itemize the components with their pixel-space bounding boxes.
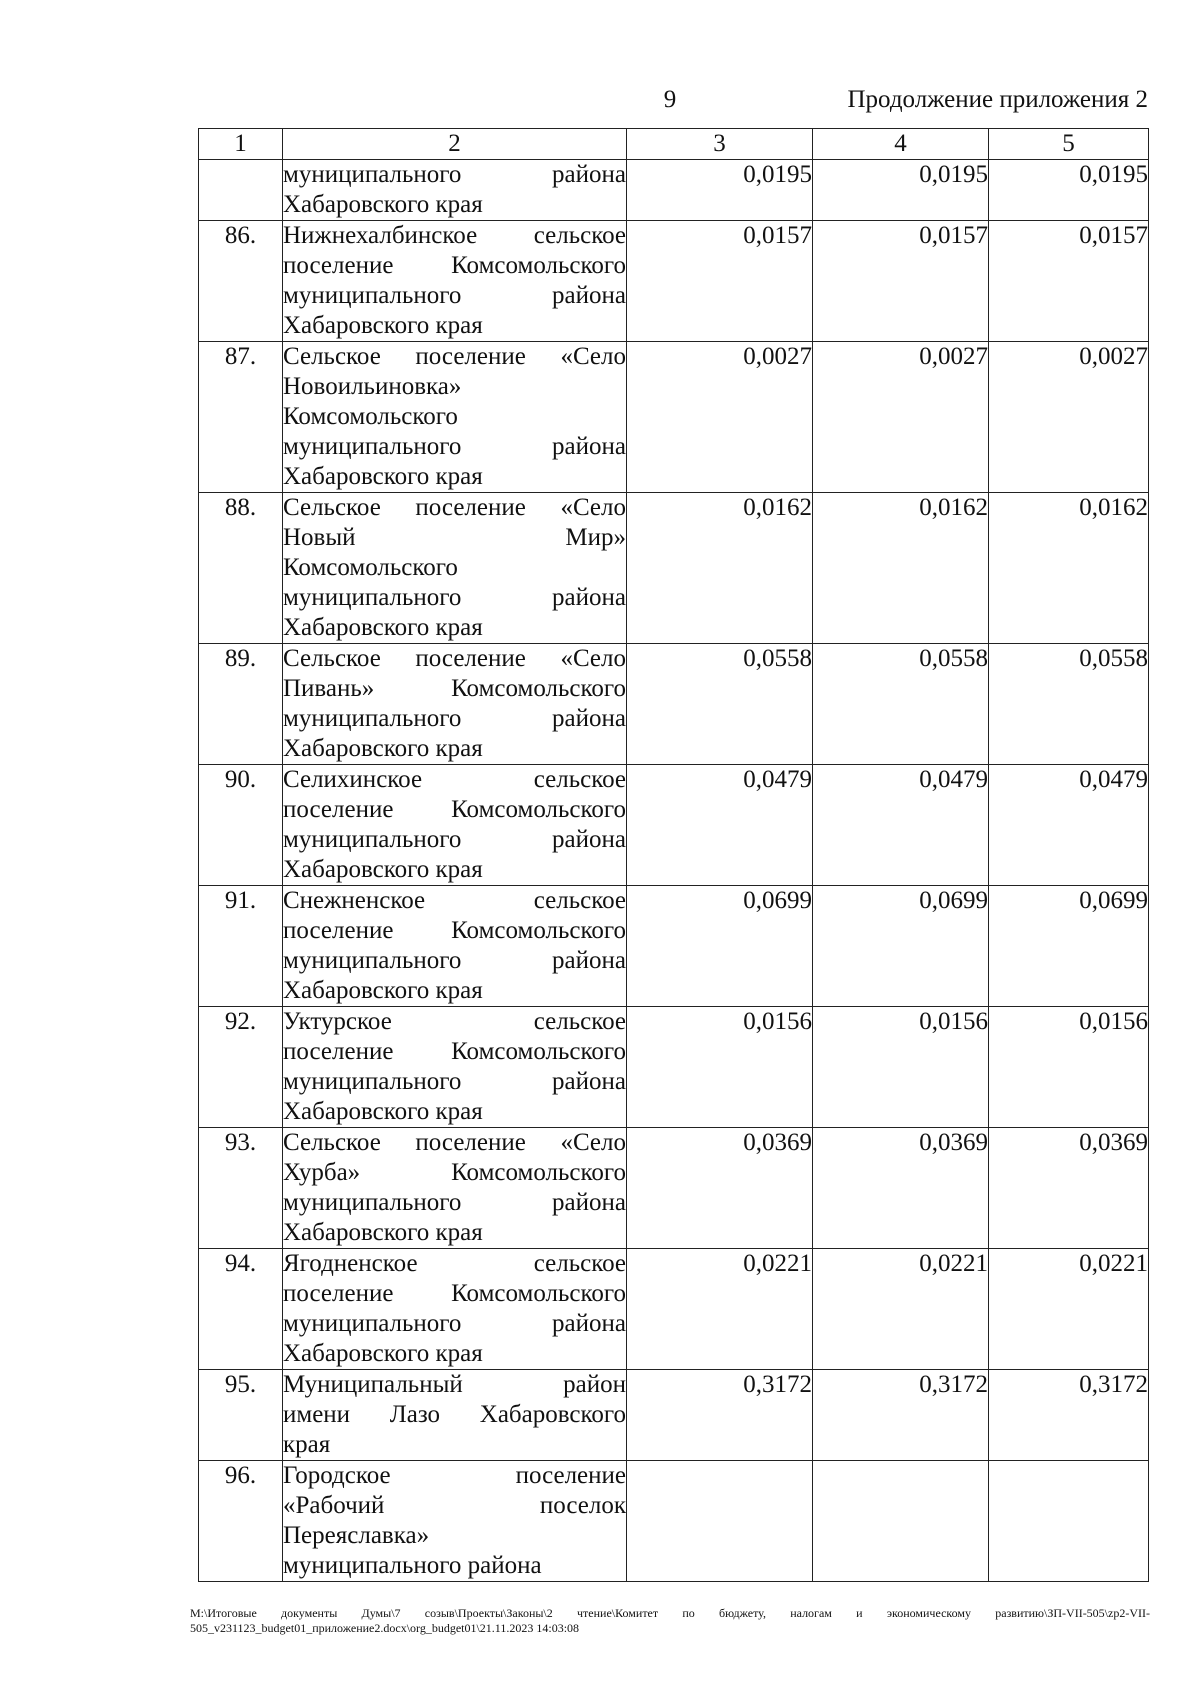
municipality-name-line: Селихинское сельское [283,766,626,793]
value-c5: 0,0369 [989,1128,1149,1249]
municipality-name-line: края [283,1431,331,1458]
municipality-name-line: Комсомольского [283,403,458,430]
municipality-name-line: поселение Комсомольского [283,1038,626,1065]
value-c3: 0,0156 [627,1007,813,1128]
municipality-name [283,765,627,886]
table-row [199,342,1149,493]
value-c5: 0,0156 [989,1007,1149,1128]
municipality-name-line: Хабаровского края [283,856,483,883]
municipality-name-line: имени Лазо Хабаровского [283,1401,626,1428]
municipality-name-line: муниципального района [283,161,626,188]
value-c5: 0,0699 [989,886,1149,1007]
municipality-name-line: муниципального района [283,1189,626,1216]
value-c5: 0,0479 [989,765,1149,886]
table-row [199,1007,1149,1128]
municipality-name-line: Сельское поселение «Село [283,494,626,521]
column-header-5: 5 [989,129,1149,160]
file-path-footer: M:\Итоговые документы Думы\7 созыв\Проекты\Законы\2 чтение\Комитет по бюджету, налогам и экономическому развитию\ЗП-VII-505\zp2-VII-505_v231123_budget01_приложение2.docx\org_budget01\21.11.2023 14:03:08 [190,1606,1150,1635]
continuation-heading: Продолжение приложения 2 [847,86,1148,113]
municipality-name [283,1461,627,1582]
municipality-name-line: Переяславка» [283,1522,430,1549]
value-c3: 0,0369 [627,1128,813,1249]
municipality-name-line: Хабаровского края [283,463,483,490]
table-row [199,160,1149,221]
value-c5: 0,0027 [989,342,1149,493]
municipality-name [283,1007,627,1128]
table-row [199,1461,1149,1582]
row-number: 95. [199,1370,283,1461]
municipality-name-line: Хурба» Комсомольского [283,1159,626,1186]
column-header-1: 1 [199,129,283,160]
value-c3: 0,0699 [627,886,813,1007]
municipality-name [283,221,627,342]
municipality-name [283,886,627,1007]
table-row [199,493,1149,644]
value-c3: 0,0157 [627,221,813,342]
municipality-name-line: Пивань» Комсомольского [283,675,626,702]
row-number: 90. [199,765,283,886]
table-row [199,886,1149,1007]
value-c5: 0,0162 [989,493,1149,644]
value-c3: 0,3172 [627,1370,813,1461]
municipality-name-line: Хабаровского края [283,1098,483,1125]
value-c4: 0,0162 [813,493,989,644]
municipality-name-line: муниципального района [283,584,626,611]
value-c4 [813,1461,989,1582]
municipality-name-line: Хабаровского края [283,191,483,218]
table-row [199,1128,1149,1249]
value-c5: 0,0221 [989,1249,1149,1370]
municipality-name-line: Уктурское сельское [283,1008,626,1035]
municipality-name-line: Хабаровского края [283,1340,483,1367]
municipality-name-line: поселение Комсомольского [283,1280,626,1307]
municipality-name-line: Ягодненское сельское [283,1250,626,1277]
municipality-name-line: Сельское поселение «Село [283,1129,626,1156]
municipality-name-line: Хабаровского края [283,735,483,762]
municipality-name-line: муниципального района [283,1310,626,1337]
municipality-name [283,1370,627,1461]
municipality-name [283,493,627,644]
municipality-name-line: муниципального района [283,826,626,853]
municipality-name-line: Муниципальный район [283,1371,626,1398]
value-c4: 0,0195 [813,160,989,221]
municipality-name-line: муниципального района [283,705,626,732]
municipality-name-line: поселение Комсомольского [283,796,626,823]
value-c5: 0,3172 [989,1370,1149,1461]
value-c5: 0,0195 [989,160,1149,221]
page-number: 9 [663,86,677,113]
municipality-name-line: муниципального района [283,947,626,974]
value-c4: 0,0157 [813,221,989,342]
row-number: 96. [199,1461,283,1582]
municipality-name-line: Снежненское сельское [283,887,626,914]
row-number: 91. [199,886,283,1007]
value-c3: 0,0558 [627,644,813,765]
column-header-2: 2 [283,129,627,160]
allocation-table [198,128,1149,1582]
table-header-row [199,129,1149,160]
municipality-name-line: муниципального района [283,1068,626,1095]
municipality-name-line: Хабаровского края [283,1219,483,1246]
value-c4: 0,0479 [813,765,989,886]
table-row [199,765,1149,886]
value-c3: 0,0479 [627,765,813,886]
row-number: 89. [199,644,283,765]
value-c4: 0,0558 [813,644,989,765]
municipality-name [283,644,627,765]
municipality-name-line: муниципального района [283,1552,542,1579]
municipality-name-line: Комсомольского [283,554,458,581]
value-c4: 0,0369 [813,1128,989,1249]
row-number: 93. [199,1128,283,1249]
municipality-name-line: Сельское поселение «Село [283,645,626,672]
municipality-name [283,160,627,221]
value-c3: 0,0195 [627,160,813,221]
municipality-name-line: Новоильиновка» [283,373,462,400]
municipality-name [283,1128,627,1249]
value-c4: 0,0221 [813,1249,989,1370]
table-row [199,1249,1149,1370]
value-c4: 0,0156 [813,1007,989,1128]
value-c4: 0,3172 [813,1370,989,1461]
value-c4: 0,0699 [813,886,989,1007]
municipality-name-line: муниципального района [283,282,626,309]
municipality-name-line: Хабаровского края [283,614,483,641]
value-c3 [627,1461,813,1582]
municipality-name-line: поселение Комсомольского [283,252,626,279]
value-c5: 0,0558 [989,644,1149,765]
row-number: 94. [199,1249,283,1370]
municipality-name-line: поселение Комсомольского [283,917,626,944]
value-c3: 0,0162 [627,493,813,644]
value-c5 [989,1461,1149,1582]
table-row [199,1370,1149,1461]
municipality-name-line: муниципального района [283,433,626,460]
row-number: 87. [199,342,283,493]
municipality-name-line: Новый Мир» [283,524,626,551]
value-c4: 0,0027 [813,342,989,493]
column-header-4: 4 [813,129,989,160]
value-c5: 0,0157 [989,221,1149,342]
row-number [199,160,283,221]
row-number: 92. [199,1007,283,1128]
value-c3: 0,0221 [627,1249,813,1370]
table-row [199,644,1149,765]
municipality-name-line: Хабаровского края [283,312,483,339]
value-c3: 0,0027 [627,342,813,493]
municipality-name-line: Нижнехалбинское сельское [283,222,626,249]
municipality-name-line: Городское поселение [283,1462,626,1489]
row-number: 86. [199,221,283,342]
column-header-3: 3 [627,129,813,160]
municipality-name [283,1249,627,1370]
municipality-name-line: Хабаровского края [283,977,483,1004]
table-row [199,221,1149,342]
row-number: 88. [199,493,283,644]
municipality-name-line: «Рабочий поселок [283,1492,626,1519]
municipality-name [283,342,627,493]
municipality-name-line: Сельское поселение «Село [283,343,626,370]
